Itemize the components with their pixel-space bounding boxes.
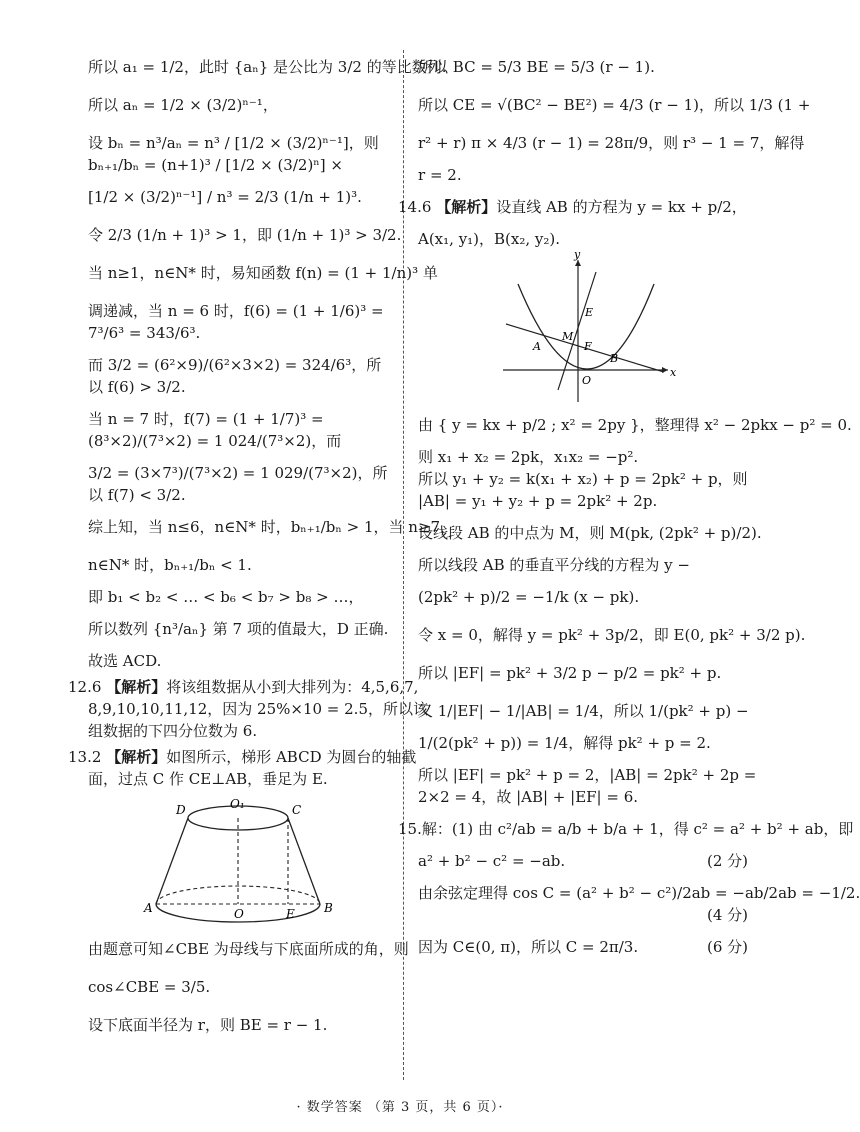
text-line: 令 x = 0，解得 y = pk² + 3p/2，即 E(0, pk² + 3/2 p). — [418, 626, 806, 644]
text-line: 面，过点 C 作 CE⊥AB，垂足为 E. — [88, 770, 328, 788]
label-A: A — [144, 901, 153, 915]
q15-line-2 — [418, 850, 748, 872]
text-line: 由余弦定理得 cos C = (a² + b² − c²)/2ab = −ab/2ab = −1/2. — [418, 884, 860, 902]
page-footer: · 数学答案 （第 3 页，共 6 页）· — [296, 1100, 504, 1115]
label-O: O — [234, 907, 244, 921]
text-line: 由 { y = kx + p/2 ; x² = 2py }，整理得 x² − 2pkx − p² = 0. — [418, 416, 852, 434]
text-line: 令 2/3 (1/n + 1)³ > 1，即 (1/n + 1)³ > 3/2. — [88, 226, 402, 244]
q14-text: 设直线 AB 的方程为 y = kx + p/2， — [496, 198, 747, 216]
text-line: 调递减，当 n = 6 时，f(6) = (1 + 1/6)³ = 7³/6³ = 343/6³. — [88, 302, 384, 342]
text-line: A(x₁, y₁)，B(x₂, y₂). — [418, 230, 561, 248]
text-line: 故选 ACD. — [88, 652, 162, 670]
text-line: 所以 |EF| = pk² + p = 2，|AB| = 2pk² + 2p = — [418, 766, 757, 784]
text-line: 1/(2(pk² + p)) = 1/4，解得 pk² + p = 2. — [418, 734, 711, 752]
q12-text: 将该组数据从小到大排列为：4,5,6,7, — [166, 678, 419, 696]
question-number: 12.6 — [68, 678, 102, 696]
label-A: A — [533, 340, 541, 353]
q12-line — [68, 676, 419, 698]
analysis-tag: 【解析】 — [106, 678, 167, 696]
q15-line-4 — [418, 936, 748, 958]
label-C: C — [292, 803, 302, 817]
q13-text: 如图所示，梯形 ABCD 为圆台的轴截 — [166, 748, 417, 766]
text-line: 设线段 AB 的中点为 M，则 M(pk, (2pk² + p)/2). — [418, 524, 762, 542]
text-line: 所以数列 {n³/aₙ} 第 7 项的值最大，D 正确. — [88, 620, 389, 638]
points-mark: (2 分) — [706, 852, 748, 870]
text-line: 设 bₙ = n³/aₙ = n³ / [1/2 × (3/2)ⁿ⁻¹]，则 bₙ₊₁/bₙ = (n+1)³ / [1/2 × (3/2)ⁿ] × — [88, 134, 379, 174]
text-line: 所以 |EF| = pk² + 3/2 p − p/2 = pk² + p. — [418, 664, 722, 682]
text-line: 因为 C∈(0, π)，所以 C = 2π/3. — [418, 938, 639, 956]
q15-line — [398, 818, 854, 840]
frustum-figure — [88, 796, 388, 926]
label-E: E — [585, 306, 594, 319]
analysis-tag: 【解析】 — [436, 198, 497, 216]
question-number: 14.6 — [398, 198, 432, 216]
points-mark: (6 分) — [706, 938, 748, 956]
text-line: 即 b₁ < b₂ < … < b₆ < b₇ > b₈ > …， — [88, 588, 364, 606]
text-line: 而 3/2 = (6²×9)/(6²×3×2) = 324/6³，所以 f(6) > 3/2. — [88, 356, 382, 396]
label-D: D — [176, 803, 186, 817]
text-line: (2pk² + p)/2 = −1/k (x − pk). — [418, 588, 640, 606]
text-line: 综上知，当 n≤6，n∈N* 时，bₙ₊₁/bₙ > 1，当 n≥7， — [88, 518, 456, 536]
right-column — [398, 56, 860, 958]
label-O1: O₁ — [230, 797, 245, 811]
text-line: 8,9,10,10,11,12，因为 25%×10 = 2.5，所以该 — [88, 700, 428, 718]
text-line: 所以 a₁ = 1/2，此时 {aₙ} 是公比为 3/2 的等比数列. — [88, 58, 447, 76]
text-line: 设下底面半径为 r，则 BE = r − 1. — [88, 1016, 328, 1034]
axis-x-label: x — [670, 366, 677, 379]
text-line: cos∠CBE = 3/5. — [88, 978, 211, 996]
text-line: 组数据的下四分位数为 6. — [88, 722, 258, 740]
question-number: 13.2 — [68, 748, 102, 766]
text-line: 所以 y₁ + y₂ = k(x₁ + x₂) + p = 2pk² + p，则 — [418, 470, 748, 488]
label-B: B — [324, 901, 333, 915]
q15-text: 解：(1) 由 c²/ab = a/b + b/a + 1，得 c² = a² + b² + ab，即 — [421, 820, 854, 838]
text-line: n∈N* 时，bₙ₊₁/bₙ < 1. — [88, 556, 252, 574]
text-line: 则 x₁ + x₂ = 2pk，x₁x₂ = −p². — [418, 448, 639, 466]
q13-line — [68, 746, 417, 768]
text-line: 所以线段 AB 的垂直平分线的方程为 y − — [418, 556, 690, 574]
text-line: 所以 aₙ = 1/2 × (3/2)ⁿ⁻¹， — [88, 96, 278, 114]
label-B: B — [610, 352, 619, 365]
label-E: E — [286, 907, 295, 921]
text-line: 当 n≥1，n∈N* 时，易知函数 f(n) = (1 + 1/n)³ 单 — [88, 264, 438, 282]
text-line: a² + b² − c² = −ab. — [418, 852, 566, 870]
text-line: |AB| = y₁ + y₂ + p = 2pk² + 2p. — [418, 492, 658, 510]
parabola-figure — [418, 248, 748, 404]
q15-points-4 — [418, 904, 748, 926]
text-line: r = 2. — [418, 166, 462, 184]
question-number: 15. — [398, 820, 422, 838]
text-line: 所以 BC = 5/3 BE = 5/3 (r − 1). — [418, 58, 655, 76]
text-line: 由题意可知∠CBE 为母线与下底面所成的角，则 — [88, 940, 409, 958]
analysis-tag: 【解析】 — [106, 748, 167, 766]
text-line: [1/2 × (3/2)ⁿ⁻¹] / n³ = 2/3 (1/n + 1)³. — [88, 188, 362, 206]
text-line: 又 1/|EF| − 1/|AB| = 1/4，所以 1/(pk² + p) − — [418, 702, 749, 720]
text-line: r² + r) π × 4/3 (r − 1) = 28π/9，则 r³ − 1 = 7，解得 — [418, 134, 805, 152]
text-line: 所以 CE = √(BC² − BE²) = 4/3 (r − 1)，所以 1/3 (1 + — [418, 96, 811, 114]
label-M: M — [562, 330, 574, 343]
points-mark: (4 分) — [706, 906, 748, 924]
label-O: O — [582, 374, 592, 387]
text-line: 当 n = 7 时，f(7) = (1 + 1/7)³ = (8³×2)/(7³×2) = 1 024/(7³×2)，而 — [88, 410, 342, 450]
q14-line — [398, 196, 748, 218]
label-F: F — [584, 340, 592, 353]
text-line: 3/2 = (3×7³)/(7³×2) = 1 029/(7³×2)，所以 f(7) < 3/2. — [88, 464, 388, 504]
text-line: 2×2 = 4，故 |AB| + |EF| = 6. — [418, 788, 639, 806]
axis-y-label: y — [574, 248, 581, 261]
